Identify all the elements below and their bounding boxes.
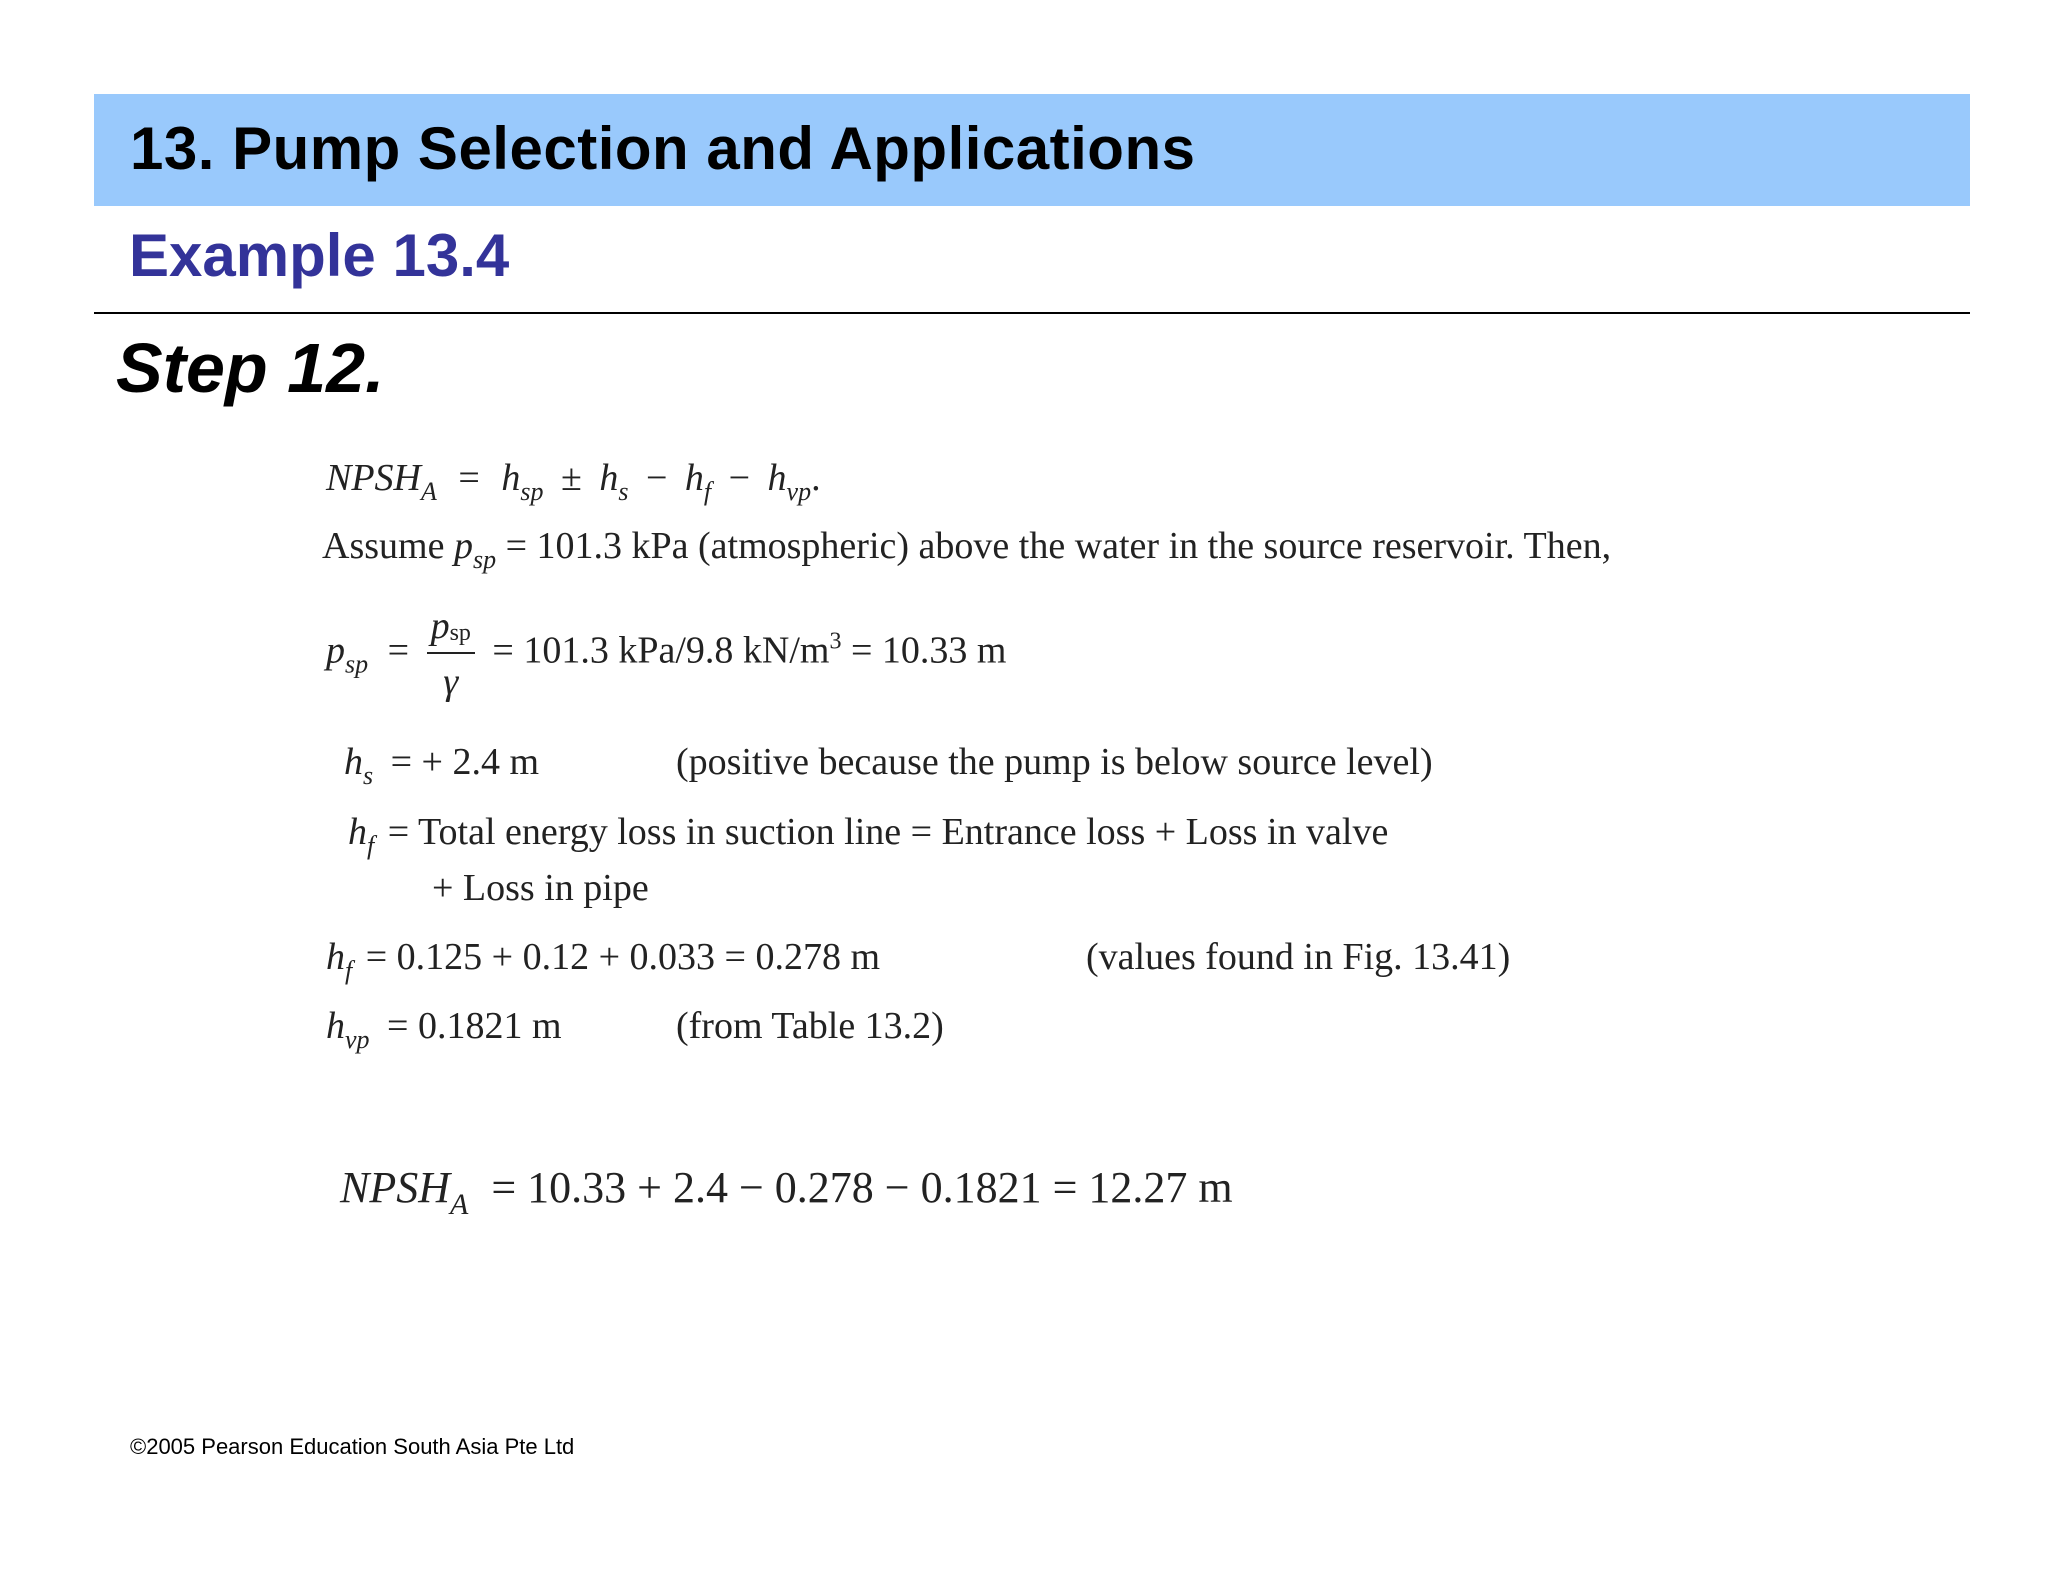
vapor-pressure-note: (from Table 13.2)	[676, 1005, 944, 1047]
static-head-note: (positive because the pump is below source level)	[676, 741, 1433, 783]
copyright-footer: ©2005 Pearson Education South Asia Pte Ltd	[130, 1434, 575, 1459]
npsh-formula: $NPSH_A = h_{sp} \pm h_s - h_f - h_{vp}$.	[326, 457, 821, 506]
pressure-head-equation: $p_{sp}$ = $\frac{p_{sp}}{\gamma}$ = 101.3 kPa/9.8 $kN/m^3 = 10.33$ m	[326, 605, 1007, 703]
slide-title: 13. Pump Selection and Applications	[130, 115, 1196, 182]
static-head-line: $h_s$ = + 2.4 m	[344, 741, 540, 790]
title-bar	[94, 94, 1970, 206]
npsh-result: $NPSH_A = 10.33 + 2.4 - 0.278 - 0.1821 = 12.27$ m	[340, 1163, 1233, 1221]
divider	[94, 312, 1970, 314]
pressure-fraction: $\frac{p_{sp}}{\gamma}$	[427, 604, 475, 704]
friction-loss-values: $h_f = 0.125 + 0.12 + 0.033 = 0.278$ m	[326, 936, 881, 985]
friction-loss-definition: $h_f$ = Total energy loss in suction line = Entrance loss + Loss in valve	[348, 811, 1389, 860]
vapor-pressure-head-line: $h_{vp} = 0.1821$ m	[326, 1005, 562, 1054]
step-heading: Step 12.	[116, 329, 385, 407]
friction-loss-note: (values found in Fig. 13.41)	[1086, 936, 1511, 978]
example-heading: Example 13.4	[129, 222, 510, 289]
friction-loss-continuation: + Loss in pipe	[432, 867, 649, 909]
assumption-line: Assume $p_{sp} = 101.3$ kPa (atmospheric) above the water in the source reservoir. Then,	[322, 525, 1612, 574]
